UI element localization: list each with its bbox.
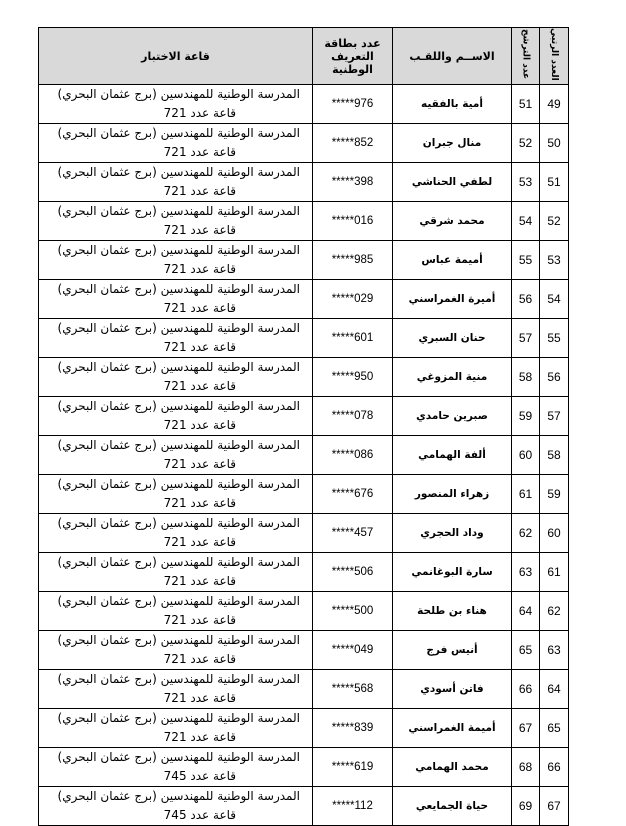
header-id-card: عدد بطاقة التعريف الوطنية <box>313 28 393 85</box>
cell-name: أنيس فرج <box>393 631 512 670</box>
table-row <box>39 748 569 787</box>
exam-hall-table <box>38 27 569 826</box>
table-row <box>39 475 569 514</box>
cell-seq-number: 51 <box>540 163 569 202</box>
cell-seq-number: 56 <box>540 358 569 397</box>
cell-seq-number: 57 <box>540 397 569 436</box>
hall-room: قاعة عدد 721 <box>163 184 236 198</box>
cell-name: وداد الحجري <box>393 514 512 553</box>
hall-school: المدرسة الوطنية للمهندسين (برج عثمان البحري) <box>57 750 300 764</box>
cell-id-card: *****457 <box>313 514 393 553</box>
cell-seq-number: 59 <box>540 475 569 514</box>
cell-exam-hall <box>39 436 313 475</box>
cell-id-card: *****398 <box>313 163 393 202</box>
cell-candidate-number: 58 <box>512 358 540 397</box>
table-row <box>39 124 569 163</box>
hall-room: قاعة عدد 721 <box>163 496 236 510</box>
table-row <box>39 709 569 748</box>
cell-exam-hall <box>39 358 313 397</box>
cell-exam-hall <box>39 163 313 202</box>
table-row <box>39 787 569 826</box>
cell-seq-number: 58 <box>540 436 569 475</box>
cell-exam-hall <box>39 124 313 163</box>
cell-exam-hall <box>39 709 313 748</box>
cell-id-card: *****985 <box>313 241 393 280</box>
hall-school: المدرسة الوطنية للمهندسين (برج عثمان البحري) <box>57 789 300 803</box>
table-row <box>39 358 569 397</box>
cell-candidate-number: 54 <box>512 202 540 241</box>
cell-id-card: *****506 <box>313 553 393 592</box>
cell-exam-hall <box>39 475 313 514</box>
table-row <box>39 514 569 553</box>
hall-school: المدرسة الوطنية للمهندسين (برج عثمان البحري) <box>57 594 300 608</box>
cell-seq-number: 64 <box>540 670 569 709</box>
cell-name: هناء بن طلحة <box>393 592 512 631</box>
cell-id-card: *****078 <box>313 397 393 436</box>
table-row <box>39 670 569 709</box>
cell-exam-hall <box>39 202 313 241</box>
cell-id-card: *****950 <box>313 358 393 397</box>
table-row <box>39 631 569 670</box>
cell-candidate-number: 67 <box>512 709 540 748</box>
table-row <box>39 163 569 202</box>
hall-school: المدرسة الوطنية للمهندسين (برج عثمان البحري) <box>57 87 300 101</box>
hall-room: قاعة عدد 721 <box>163 262 236 276</box>
cell-name: حياة الجمايعي <box>393 787 512 826</box>
cell-id-card: *****676 <box>313 475 393 514</box>
cell-name: زهراء المنصور <box>393 475 512 514</box>
hall-school: المدرسة الوطنية للمهندسين (برج عثمان البحري) <box>57 711 300 725</box>
cell-id-card: *****976 <box>313 85 393 124</box>
cell-candidate-number: 52 <box>512 124 540 163</box>
cell-exam-hall <box>39 748 313 787</box>
hall-room: قاعة عدد 721 <box>163 301 236 315</box>
cell-name: ألفة الهمامي <box>393 436 512 475</box>
cell-candidate-number: 63 <box>512 553 540 592</box>
cell-exam-hall <box>39 631 313 670</box>
cell-name: لطفي الحناشي <box>393 163 512 202</box>
hall-school: المدرسة الوطنية للمهندسين (برج عثمان البحري) <box>57 360 300 374</box>
cell-seq-number: 55 <box>540 319 569 358</box>
hall-room: قاعة عدد 721 <box>163 106 236 120</box>
table-row <box>39 436 569 475</box>
cell-name: صبرين حامدي <box>393 397 512 436</box>
cell-candidate-number: 69 <box>512 787 540 826</box>
hall-school: المدرسة الوطنية للمهندسين (برج عثمان البحري) <box>57 477 300 491</box>
cell-name: أمية بالفقيه <box>393 85 512 124</box>
cell-seq-number: 50 <box>540 124 569 163</box>
cell-name: محمد شرقي <box>393 202 512 241</box>
header-name: الاســم واللقـب <box>393 28 512 85</box>
hall-school: المدرسة الوطنية للمهندسين (برج عثمان البحري) <box>57 438 300 452</box>
hall-room: قاعة عدد 721 <box>163 613 236 627</box>
table-header-row <box>39 28 569 85</box>
table-row <box>39 319 569 358</box>
table-row <box>39 202 569 241</box>
hall-school: المدرسة الوطنية للمهندسين (برج عثمان البحري) <box>57 399 300 413</box>
cell-seq-number: 54 <box>540 280 569 319</box>
table-row <box>39 553 569 592</box>
hall-room: قاعة عدد 721 <box>163 379 236 393</box>
cell-id-card: *****112 <box>313 787 393 826</box>
hall-room: قاعة عدد 721 <box>163 457 236 471</box>
cell-id-card: *****049 <box>313 631 393 670</box>
cell-id-card: *****852 <box>313 124 393 163</box>
cell-name: أميرة الغمراسني <box>393 280 512 319</box>
cell-seq-number: 53 <box>540 241 569 280</box>
hall-school: المدرسة الوطنية للمهندسين (برج عثمان البحري) <box>57 204 300 218</box>
cell-exam-hall <box>39 553 313 592</box>
hall-room: قاعة عدد 721 <box>163 574 236 588</box>
cell-id-card: *****601 <box>313 319 393 358</box>
cell-id-card: *****568 <box>313 670 393 709</box>
table-row <box>39 280 569 319</box>
hall-room: قاعة عدد 721 <box>163 730 236 744</box>
hall-school: المدرسة الوطنية للمهندسين (برج عثمان البحري) <box>57 243 300 257</box>
cell-candidate-number: 57 <box>512 319 540 358</box>
cell-name: أميمة الغمراسني <box>393 709 512 748</box>
hall-school: المدرسة الوطنية للمهندسين (برج عثمان البحري) <box>57 633 300 647</box>
table-row <box>39 241 569 280</box>
header-seq-number: العدد الرتبي <box>540 28 569 85</box>
cell-id-card: *****839 <box>313 709 393 748</box>
cell-exam-hall <box>39 397 313 436</box>
hall-room: قاعة عدد 745 <box>163 769 236 783</box>
cell-candidate-number: 51 <box>512 85 540 124</box>
cell-exam-hall <box>39 514 313 553</box>
cell-name: منية المزوغي <box>393 358 512 397</box>
cell-id-card: *****619 <box>313 748 393 787</box>
cell-seq-number: 61 <box>540 553 569 592</box>
cell-candidate-number: 55 <box>512 241 540 280</box>
cell-seq-number: 65 <box>540 709 569 748</box>
header-exam-hall: قاعة الاختبار <box>39 28 313 85</box>
cell-exam-hall <box>39 670 313 709</box>
hall-school: المدرسة الوطنية للمهندسين (برج عثمان البحري) <box>57 516 300 530</box>
cell-candidate-number: 64 <box>512 592 540 631</box>
cell-seq-number: 67 <box>540 787 569 826</box>
hall-school: المدرسة الوطنية للمهندسين (برج عثمان البحري) <box>57 165 300 179</box>
cell-seq-number: 66 <box>540 748 569 787</box>
cell-name: أميمة عباس <box>393 241 512 280</box>
cell-exam-hall <box>39 85 313 124</box>
cell-candidate-number: 65 <box>512 631 540 670</box>
cell-candidate-number: 66 <box>512 670 540 709</box>
cell-exam-hall <box>39 787 313 826</box>
cell-seq-number: 63 <box>540 631 569 670</box>
cell-name: محمد الهمامي <box>393 748 512 787</box>
hall-school: المدرسة الوطنية للمهندسين (برج عثمان البحري) <box>57 672 300 686</box>
cell-candidate-number: 60 <box>512 436 540 475</box>
table-row <box>39 85 569 124</box>
cell-id-card: *****016 <box>313 202 393 241</box>
cell-candidate-number: 62 <box>512 514 540 553</box>
hall-school: المدرسة الوطنية للمهندسين (برج عثمان البحري) <box>57 321 300 335</box>
cell-name: منال جبران <box>393 124 512 163</box>
document-page <box>38 27 568 826</box>
cell-id-card: *****029 <box>313 280 393 319</box>
hall-room: قاعة عدد 721 <box>163 223 236 237</box>
cell-seq-number: 52 <box>540 202 569 241</box>
hall-school: المدرسة الوطنية للمهندسين (برج عثمان البحري) <box>57 282 300 296</box>
hall-room: قاعة عدد 721 <box>163 652 236 666</box>
cell-candidate-number: 59 <box>512 397 540 436</box>
cell-candidate-number: 53 <box>512 163 540 202</box>
header-candidate-number: عدد الترشح <box>512 28 540 85</box>
hall-room: قاعة عدد 721 <box>163 535 236 549</box>
cell-name: فاتن أسودي <box>393 670 512 709</box>
table-row <box>39 592 569 631</box>
cell-seq-number: 60 <box>540 514 569 553</box>
hall-school: المدرسة الوطنية للمهندسين (برج عثمان البحري) <box>57 126 300 140</box>
cell-candidate-number: 56 <box>512 280 540 319</box>
hall-room: قاعة عدد 721 <box>163 340 236 354</box>
cell-exam-hall <box>39 241 313 280</box>
hall-room: قاعة عدد 721 <box>163 691 236 705</box>
cell-name: سارة البوغانمي <box>393 553 512 592</box>
cell-candidate-number: 61 <box>512 475 540 514</box>
cell-id-card: *****086 <box>313 436 393 475</box>
cell-exam-hall <box>39 280 313 319</box>
table-row <box>39 397 569 436</box>
cell-exam-hall <box>39 319 313 358</box>
cell-exam-hall <box>39 592 313 631</box>
hall-school: المدرسة الوطنية للمهندسين (برج عثمان البحري) <box>57 555 300 569</box>
cell-candidate-number: 68 <box>512 748 540 787</box>
cell-id-card: *****500 <box>313 592 393 631</box>
hall-room: قاعة عدد 721 <box>163 418 236 432</box>
cell-name: حنان السبري <box>393 319 512 358</box>
cell-seq-number: 49 <box>540 85 569 124</box>
cell-seq-number: 62 <box>540 592 569 631</box>
hall-room: قاعة عدد 745 <box>163 808 236 822</box>
hall-room: قاعة عدد 721 <box>163 145 236 159</box>
